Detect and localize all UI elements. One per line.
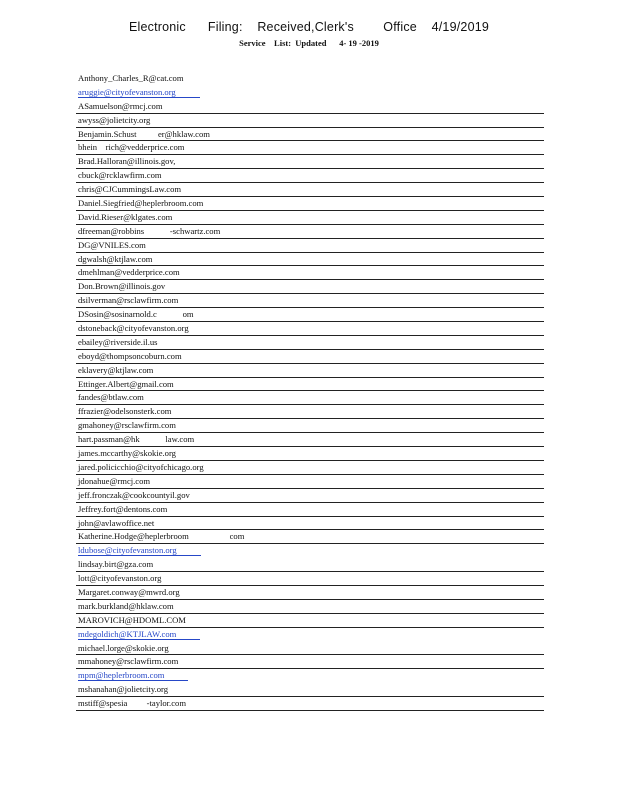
email-link[interactable] (76, 669, 544, 683)
email-entry: james.mccarthy@skokie.org (76, 447, 544, 461)
email-entry: lindsay.birt@gza.com (76, 558, 544, 572)
email-entry: michael.lorge@skokie.org (76, 642, 544, 656)
email-entry: Don.Brown@illinois.gov (76, 280, 544, 294)
email-entry: ASamuelson@rmcj.com (76, 100, 544, 114)
email-entry: Katherine.Hodge@heplerbroom com (76, 530, 544, 544)
email-entry: Daniel.Siegfried@heplerbroom.com (76, 197, 544, 211)
email-entry: Brad.Halloran@illinois.gov, (76, 155, 544, 169)
email-entry: dgwalsh@ktjlaw.com (76, 253, 544, 267)
email-entry: Jeffrey.fort@dentons.com (76, 503, 544, 517)
service-email-list (76, 72, 544, 711)
email-link[interactable] (76, 86, 544, 100)
email-entry: bhein rich@vedderprice.com (76, 141, 544, 155)
email-entry: Anthony_Charles_R@cat.com (78, 73, 184, 83)
email-entry: mshanahan@jolietcity.org (76, 683, 544, 697)
email-entry: David.Rieser@klgates.com (76, 211, 544, 225)
email-entry: DG@VNILES.com (76, 239, 544, 253)
email-entry: dsilverman@rsclawfirm.com (76, 294, 544, 308)
email-entry: hart.passman@hk law.com (76, 433, 544, 447)
email-entry: Ettinger.Albert@gmail.com (76, 378, 544, 392)
email-entry: chris@CJCummingsLaw.com (76, 183, 544, 197)
email-link-text[interactable]: aruggie@cityofevanston.org (78, 87, 200, 98)
email-entry: mstiff@spesia -taylor.com (76, 697, 544, 711)
email-entry: lott@cityofevanston.org (76, 572, 544, 586)
service-list-title: Service List: Updated 4- 19 -2019 (239, 38, 379, 48)
email-entry: jeff.fronczak@cookcountyil.gov (76, 489, 544, 503)
email-entry: awyss@jolietcity.org (76, 114, 544, 128)
email-link-text[interactable]: mdegoldich@KTJLAW.com (78, 629, 200, 640)
email-entry: cbuck@rcklawfirm.com (76, 169, 544, 183)
email-link[interactable] (76, 544, 544, 558)
email-entry: mark.burkland@hklaw.com (76, 600, 544, 614)
filing-stamp: Electronic Filing: Received,Clerk's Office 4/19/2019 (128, 20, 490, 34)
email-entry: eboyd@thompsoncoburn.com (76, 350, 544, 364)
email-entry: ffrazier@odelsonsterk.com (76, 405, 544, 419)
email-link[interactable] (76, 628, 544, 642)
email-entry: john@avlawoffice.net (76, 517, 544, 531)
email-entry: gmahoney@rsclawfirm.com (76, 419, 544, 433)
email-entry: Margaret.conway@mwrd.org (76, 586, 544, 600)
email-entry: dfreeman@robbins -schwartz.com (76, 225, 544, 239)
email-entry: dmehlman@vedderprice.com (76, 266, 544, 280)
email-entry: ebailey@riverside.il.us (76, 336, 544, 350)
email-entry: Benjamin.Schust er@hklaw.com (76, 128, 544, 142)
email-link-text[interactable]: mpm@heplerbroom.com (78, 670, 188, 681)
email-entry: fandes@btlaw.com (76, 391, 544, 405)
email-entry: dstoneback@cityofevanston.org (76, 322, 544, 336)
email-entry: MAROVICH@HDOML.COM (76, 614, 544, 628)
email-link-text[interactable]: ldubose@cityofevanston.org (78, 545, 201, 556)
email-entry: eklavery@ktjlaw.com (76, 364, 544, 378)
email-entry: jared.policicchio@cityofchicago.org (76, 461, 544, 475)
email-entry: jdonahue@rmcj.com (76, 475, 544, 489)
email-entry: DSosin@sosinarnold.c om (76, 308, 544, 322)
email-entry: mmahoney@rsclawfirm.com (76, 655, 544, 669)
